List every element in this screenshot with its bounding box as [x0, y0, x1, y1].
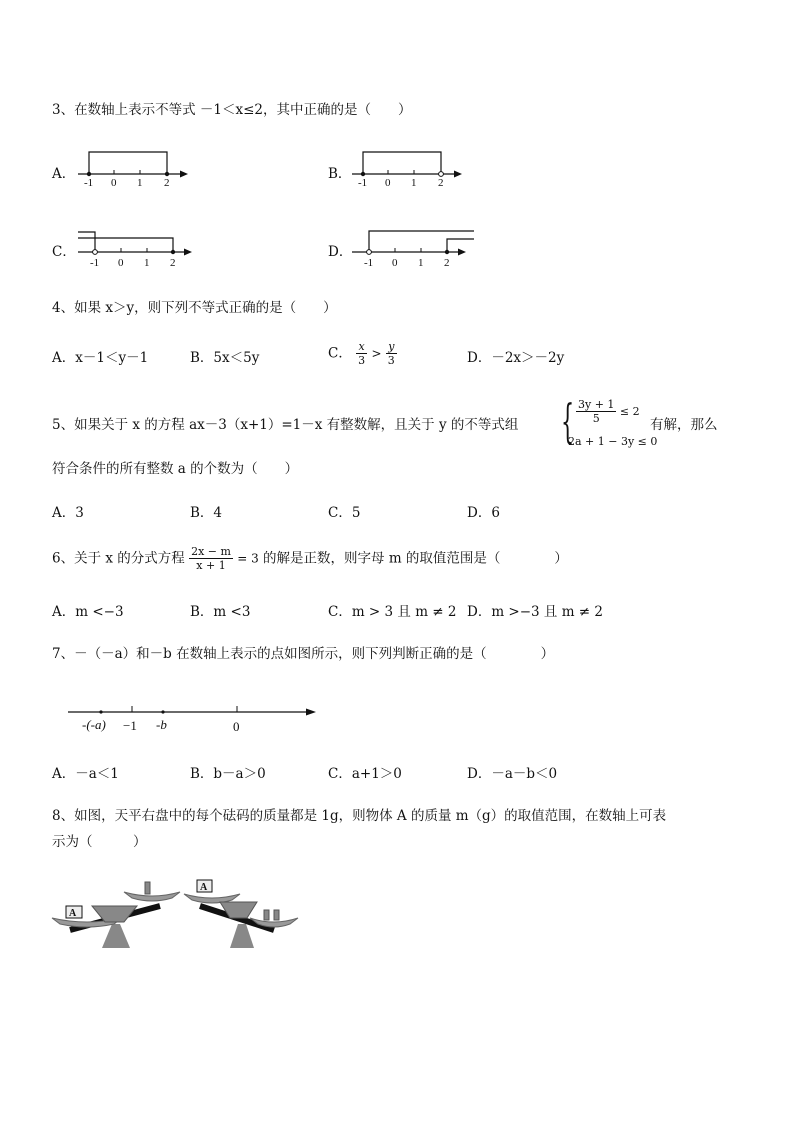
tick-label: -1	[90, 257, 100, 269]
tick-label: 2	[444, 257, 450, 269]
q7-number-line	[68, 700, 320, 740]
q4-frac-y: $\frac{y}{3}$	[387, 340, 395, 367]
q8-stem-a: 8、如图，天平右盘中的每个砝码的质量都是 1g，则物体 A 的质量 m（g）的取值范围，在数轴上可表	[52, 808, 667, 824]
q8-stem-b: 示为（ ）	[52, 834, 147, 850]
q3-option-b-number-line	[352, 148, 472, 190]
q4-option-a: A．x－1＜y－1	[52, 350, 149, 366]
q4-option-d: D．－2x＞－2y	[467, 350, 565, 366]
q5-option-a: A．3	[52, 505, 84, 521]
tick-label: 2	[438, 177, 444, 189]
q5-option-c: C．5	[328, 505, 361, 521]
q4-frac-x: $\frac{x}{3}$	[358, 340, 366, 367]
q3-option-c-number-line	[78, 226, 202, 268]
tick-label: 0	[392, 257, 398, 269]
balance-scale-left	[52, 882, 180, 948]
q4-option-c	[328, 340, 397, 367]
q3-option-b-label: B．	[328, 166, 352, 182]
tick-label: 1	[411, 177, 417, 189]
q3-option-a-label: A．	[52, 166, 76, 182]
tick-label: 1	[137, 177, 143, 189]
q7-option-c: C．a+1＞0	[328, 766, 402, 782]
point-neg-neg-a	[99, 710, 102, 713]
q4-option-c-label: C．	[328, 345, 352, 362]
q7-option-b: B．b－a＞0	[190, 766, 266, 782]
q5-option-d: D．6	[467, 505, 500, 521]
q5-stem-b: 有解，那么	[650, 417, 718, 433]
tick-label: 2	[170, 257, 176, 269]
object-a-label: A	[69, 908, 77, 919]
q7-option-a: A．－a＜1	[52, 766, 119, 782]
q6-stem: 6、关于 x 的分式方程 $\frac{2x - m}{x + 1}$ = 3 的解是正数，则字母 m 的取值范围是（ ）	[52, 545, 568, 572]
balance-scale-right	[184, 880, 298, 948]
q6-option-b: B．m <3	[190, 604, 251, 620]
label-neg-one: −1	[123, 718, 137, 733]
q3-option-d-label: D．	[328, 244, 353, 260]
q4-op: >	[371, 346, 382, 361]
point-neg-b	[161, 710, 164, 713]
q3-option-c-label: C．	[52, 244, 76, 260]
q5-stem-c: 符合条件的所有整数 a 的个数为（ ）	[52, 461, 299, 477]
q6-option-d: D．m >−3 且 m ≠ 2	[467, 604, 603, 620]
q5-option-b: B．4	[190, 505, 223, 521]
q3-stem: 3、在数轴上表示不等式 －1＜x≤2，其中正确的是（ ）	[52, 102, 412, 118]
tick-label: 0	[118, 257, 124, 269]
label-neg-neg-a: -(-a)	[82, 717, 106, 732]
tick-label: -1	[364, 257, 374, 269]
tick-label: 2	[164, 177, 170, 189]
q5-system-line1: $\frac{3y + 1}{5}$ ≤ 2	[578, 398, 640, 425]
balance-scale-figure	[52, 872, 302, 952]
q3-option-d-number-line	[352, 226, 476, 268]
q4-stem: 4、如果 x＞y，则下列不等式正确的是（ ）	[52, 300, 337, 316]
tick-label: -1	[84, 177, 94, 189]
tick-label: -1	[358, 177, 368, 189]
q5-system-line2: 2a + 1 − 3y ≤ 0	[568, 435, 658, 448]
q6-option-c: C．m > 3 且 m ≠ 2	[328, 604, 457, 620]
q5-brace: {	[561, 394, 575, 448]
q5-stem-a: 5、如果关于 x 的方程 ax－3（x+1）=1－x 有整数解，且关于 y 的不等式组	[52, 417, 519, 433]
q7-stem: 7、－（－a）和－b 在数轴上表示的点如图所示，则下列判断正确的是（ ）	[52, 646, 555, 662]
tick-label: 1	[418, 257, 424, 269]
tick-label: 0	[111, 177, 117, 189]
tick-label: 0	[385, 177, 391, 189]
label-zero: 0	[233, 719, 240, 734]
q6-fraction: $\frac{2x - m}{x + 1}$	[191, 545, 231, 572]
q3-option-a-number-line	[78, 148, 198, 190]
q7-option-d: D．－a－b＜0	[467, 766, 558, 782]
label-neg-b: -b	[156, 717, 167, 732]
object-a-label: A	[200, 882, 208, 893]
q6-option-a: A．m <−3	[52, 604, 124, 620]
q4-option-b: B．5x＜5y	[190, 350, 260, 366]
tick-label: 1	[144, 257, 150, 269]
